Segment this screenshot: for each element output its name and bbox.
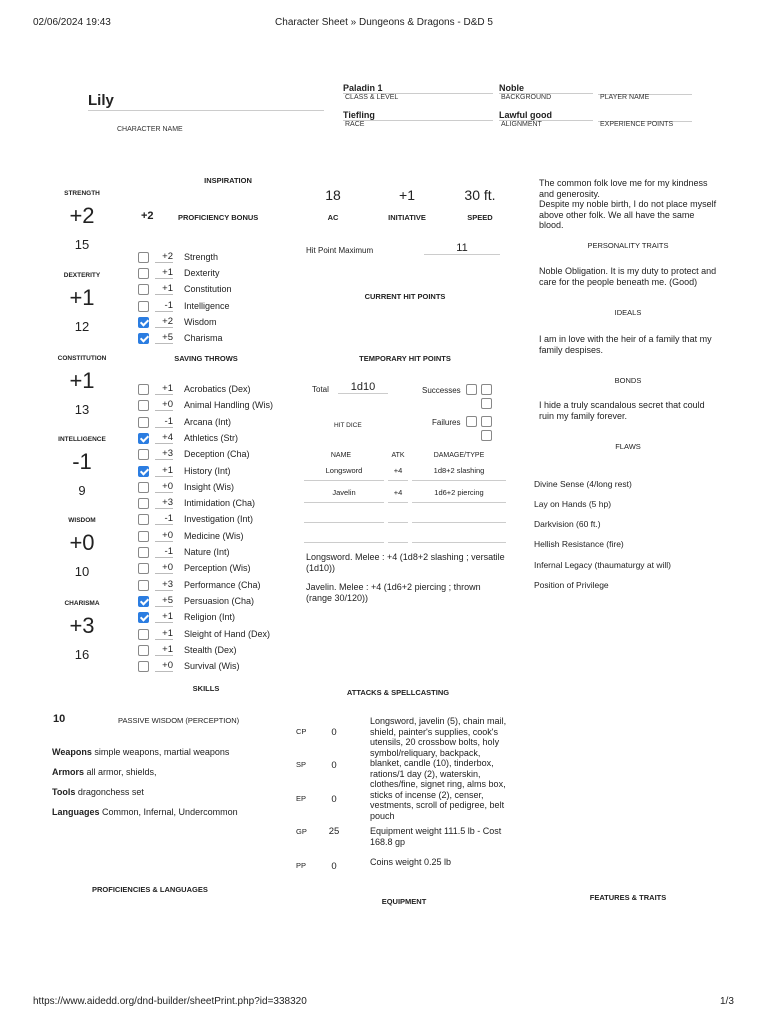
skills-title: SKILLS bbox=[192, 684, 220, 693]
hit-dice-value: 1d10 bbox=[338, 381, 388, 394]
coin-value: 0 bbox=[331, 794, 337, 805]
saving-throw-name: Wisdom bbox=[184, 316, 217, 327]
bonds-label: BONDS bbox=[614, 376, 642, 385]
print-title: Character Sheet » Dungeons & Dragons - D&D 5 bbox=[275, 17, 493, 28]
saving-throws-title: SAVING THROWS bbox=[174, 354, 238, 363]
attack-empty-cell bbox=[388, 530, 408, 543]
race-label: RACE bbox=[345, 121, 365, 128]
attacks-header-name: NAME bbox=[330, 452, 352, 459]
attacks-header-damage: DAMAGE/TYPE bbox=[433, 452, 485, 459]
coin-value: 0 bbox=[331, 727, 337, 738]
death-save-failure-box[interactable] bbox=[481, 416, 492, 427]
skill-modifier: -1 bbox=[155, 546, 173, 558]
death-save-failure-box[interactable] bbox=[481, 430, 492, 441]
coin-label: CP bbox=[296, 727, 307, 736]
skill-proficiency-checkbox[interactable] bbox=[138, 498, 149, 509]
ability-label: CHARISMA bbox=[64, 600, 100, 607]
ability-strength bbox=[52, 190, 112, 252]
saving-throw-modifier: +1 bbox=[155, 267, 173, 279]
ability-label: INTELLIGENCE bbox=[58, 436, 106, 443]
saving-throw-modifier: +2 bbox=[155, 316, 173, 328]
attack-bonus: +4 bbox=[388, 466, 408, 481]
skill-proficiency-checkbox[interactable] bbox=[138, 531, 149, 542]
skill-name: Nature (Int) bbox=[184, 547, 230, 557]
ability-constitution bbox=[52, 355, 112, 417]
skill-modifier: +3 bbox=[155, 448, 173, 460]
print-datetime: 02/06/2024 19:43 bbox=[33, 17, 111, 28]
skill-proficiency-checkbox[interactable] bbox=[138, 580, 149, 591]
ability-label: WISDOM bbox=[68, 517, 96, 524]
skill-name: Insight (Wis) bbox=[184, 481, 235, 492]
armors-label: Armors bbox=[52, 767, 85, 777]
skill-proficiency-checkbox[interactable] bbox=[138, 547, 149, 558]
skill-name: Perception (Wis) bbox=[184, 563, 251, 574]
current-hp-label: CURRENT HIT POINTS bbox=[364, 292, 446, 301]
skill-modifier: +1 bbox=[155, 383, 173, 395]
ideals-label: IDEALS bbox=[614, 308, 642, 317]
attack-empty-cell bbox=[304, 530, 384, 543]
skill-proficiency-checkbox[interactable] bbox=[138, 466, 149, 477]
skill-name: Investigation (Int) bbox=[184, 514, 254, 525]
skill-name: History (Int) bbox=[184, 465, 231, 476]
coin-label: GP bbox=[296, 827, 307, 836]
ability-dexterity bbox=[52, 272, 112, 334]
death-save-failure-box[interactable] bbox=[466, 416, 477, 427]
saving-throw-modifier: +2 bbox=[155, 251, 173, 263]
class-level-label: CLASS & LEVEL bbox=[345, 94, 399, 101]
skill-name: Medicine (Wis) bbox=[184, 530, 244, 541]
skill-proficiency-checkbox[interactable] bbox=[138, 612, 149, 623]
ability-score: 10 bbox=[74, 564, 90, 579]
skill-proficiency-checkbox[interactable] bbox=[138, 433, 149, 444]
armor-class-value: 18 bbox=[325, 187, 341, 203]
ability-charisma bbox=[52, 600, 112, 662]
feature-item: Lay on Hands (5 hp) bbox=[534, 499, 612, 509]
ability-modifier: +1 bbox=[69, 368, 95, 393]
saving-throw-proficiency-checkbox[interactable] bbox=[138, 301, 149, 312]
print-url[interactable]: https://www.aidedd.org/dnd-builder/sheetPrint.php?id=338320 bbox=[33, 996, 307, 1007]
skill-proficiency-checkbox[interactable] bbox=[138, 417, 149, 428]
death-saves-failures-label: Failures bbox=[432, 418, 461, 427]
skill-modifier: +0 bbox=[155, 399, 173, 411]
hit-dice-label: HIT DICE bbox=[334, 422, 362, 429]
attack-damage: 1d6+2 piercing bbox=[412, 488, 506, 503]
skill-name: Intimidation (Cha) bbox=[184, 498, 256, 509]
skill-modifier: +1 bbox=[155, 465, 173, 477]
background-label: BACKGROUND bbox=[501, 94, 552, 101]
skill-name: Persuasion (Cha) bbox=[184, 595, 255, 606]
features-traits-title: FEATURES & TRAITS bbox=[589, 893, 667, 902]
flaws: I hide a truly scandalous secret that could ruin my family forever. bbox=[539, 400, 705, 421]
attack-note-javelin: Javelin. Melee : +4 (1d6+2 piercing ; thrown (range 30/120)) bbox=[306, 582, 481, 603]
skill-name: Religion (Int) bbox=[184, 612, 236, 623]
initiative-label: INITIATIVE bbox=[388, 213, 426, 222]
saving-throw-name: Strength bbox=[184, 252, 219, 262]
temporary-hp-label: TEMPORARY HIT POINTS bbox=[359, 354, 451, 363]
coin-label: SP bbox=[296, 760, 307, 769]
ability-label: STRENGTH bbox=[64, 190, 100, 197]
skill-proficiency-checkbox[interactable] bbox=[138, 400, 149, 411]
skill-modifier: +1 bbox=[155, 628, 173, 640]
skill-modifier: +0 bbox=[155, 481, 173, 493]
saving-throw-proficiency-checkbox[interactable] bbox=[138, 284, 149, 295]
ability-score: 15 bbox=[74, 237, 90, 252]
saving-throw-modifier: +5 bbox=[155, 332, 173, 344]
coin-value: 0 bbox=[331, 861, 337, 872]
skill-proficiency-checkbox[interactable] bbox=[138, 629, 149, 640]
hp-max-value: 11 bbox=[424, 242, 500, 255]
armors-value: all armor, shields, bbox=[86, 767, 157, 777]
ability-score: 9 bbox=[78, 483, 86, 498]
skill-modifier: -1 bbox=[155, 513, 173, 525]
weapons-proficiency bbox=[52, 747, 292, 758]
skill-name: Sleight of Hand (Dex) bbox=[184, 628, 271, 639]
proficiency-bonus-value: +2 bbox=[141, 210, 154, 222]
proficiency-bonus-label: PROFICIENCY BONUS bbox=[178, 213, 259, 222]
saving-throw-proficiency-checkbox[interactable] bbox=[138, 333, 149, 344]
hit-dice-total-label: Total bbox=[312, 385, 329, 394]
personality-traits: The common folk love me for my kindness and generosity. Despite my noble birth, I do not place myself above other folk. We all have the same blood. bbox=[539, 178, 717, 230]
skill-proficiency-checkbox[interactable] bbox=[138, 563, 149, 574]
character-name: Lily bbox=[88, 92, 324, 111]
saving-throw-modifier: -1 bbox=[155, 300, 173, 312]
speed-label: SPEED bbox=[467, 213, 493, 222]
saving-throw-name: Dexterity bbox=[184, 268, 220, 279]
player-name-label: PLAYER NAME bbox=[600, 94, 650, 101]
passive-perception-value: 10 bbox=[53, 713, 66, 725]
feature-item: Darkvision (60 ft.) bbox=[534, 519, 601, 529]
death-saves-successes-label: Successes bbox=[422, 386, 461, 395]
tools-label: Tools bbox=[52, 787, 76, 797]
death-save-success-box[interactable] bbox=[481, 398, 492, 409]
attack-note-longsword: Longsword. Melee : +4 (1d8+2 slashing ; versatile (1d10)) bbox=[306, 552, 505, 573]
skill-name: Animal Handling (Wis) bbox=[184, 400, 274, 411]
attack-name: Longsword bbox=[304, 466, 384, 481]
skill-proficiency-checkbox[interactable] bbox=[138, 645, 149, 656]
languages-label: Languages bbox=[52, 807, 100, 817]
skill-name: Acrobatics (Dex) bbox=[184, 384, 251, 394]
attacks-header-atk: ATK bbox=[391, 452, 405, 459]
languages-value: Common, Infernal, Undercommon bbox=[102, 807, 238, 817]
personality-traits-label: PERSONALITY TRAITS bbox=[587, 241, 669, 250]
skill-proficiency-checkbox[interactable] bbox=[138, 661, 149, 672]
death-save-success-box[interactable] bbox=[466, 384, 477, 395]
ability-label: CONSTITUTION bbox=[57, 355, 107, 362]
skill-proficiency-checkbox[interactable] bbox=[138, 384, 149, 395]
attack-empty-cell bbox=[304, 510, 384, 523]
coin-value: 0 bbox=[331, 760, 337, 771]
skill-name: Athletics (Str) bbox=[184, 432, 239, 443]
coin-label: EP bbox=[296, 794, 307, 803]
ability-modifier: +1 bbox=[69, 285, 95, 310]
ability-modifier: +0 bbox=[69, 530, 95, 555]
skill-modifier: +0 bbox=[155, 660, 173, 672]
saving-throw-proficiency-checkbox[interactable] bbox=[138, 268, 149, 279]
ideals: Noble Obligation. It is my duty to protect and care for the people beneath me. (Good) bbox=[539, 266, 717, 287]
speed-value: 30 ft. bbox=[464, 187, 496, 203]
skill-name: Stealth (Dex) bbox=[184, 644, 237, 655]
attack-damage: 1d8+2 slashing bbox=[412, 466, 506, 481]
skill-modifier: +1 bbox=[155, 611, 173, 623]
coin-label: PP bbox=[296, 861, 307, 870]
coins-weight: Coins weight 0.25 lb bbox=[370, 857, 452, 867]
saving-throw-proficiency-checkbox[interactable] bbox=[138, 252, 149, 263]
feature-item: Position of Privilege bbox=[534, 580, 609, 590]
attack-empty-cell bbox=[412, 530, 506, 543]
ability-score: 16 bbox=[74, 647, 90, 662]
equipment-title: EQUIPMENT bbox=[381, 897, 427, 906]
skill-modifier: +1 bbox=[155, 644, 173, 656]
ability-label: DEXTERITY bbox=[63, 272, 101, 279]
skill-modifier: +0 bbox=[155, 530, 173, 542]
equipment-items: Longsword, javelin (5), chain mail, shield, painter's supplies, cook's utensils, 20 crossbow bolts, holy symbol/reliquary, backpack, blanket, candle (10), tinderbox, rations/1 day (2), waterskin, clothes/fine, signet ring, alms box, sticks of incense (2), censer, vestments, scroll of pedigree, belt pouch bbox=[370, 716, 507, 821]
class-level: Paladin 1 bbox=[343, 83, 493, 94]
attack-empty-cell bbox=[388, 510, 408, 523]
skill-name: Arcana (Int) bbox=[184, 416, 232, 427]
alignment: Lawful good bbox=[499, 110, 593, 121]
feature-item: Divine Sense (4/long rest) bbox=[534, 479, 632, 489]
ability-score: 12 bbox=[74, 319, 90, 334]
skill-name: Deception (Cha) bbox=[184, 449, 250, 460]
hp-max-label: Hit Point Maximum bbox=[306, 246, 374, 255]
ability-wisdom bbox=[52, 517, 112, 579]
skill-proficiency-checkbox[interactable] bbox=[138, 514, 149, 525]
languages-proficiency bbox=[52, 807, 292, 818]
background: Noble bbox=[499, 83, 593, 94]
feature-item: Infernal Legacy (thaumaturgy at will) bbox=[534, 560, 672, 570]
attack-empty-cell bbox=[412, 510, 506, 523]
skill-proficiency-checkbox[interactable] bbox=[138, 449, 149, 460]
proficiencies-languages-title: PROFICIENCIES & LANGUAGES bbox=[92, 885, 208, 894]
alignment-label: ALIGNMENT bbox=[501, 121, 542, 128]
print-page-number: 1/3 bbox=[720, 996, 734, 1007]
skill-modifier: +4 bbox=[155, 432, 173, 444]
attacks-spellcasting-title: ATTACKS & SPELLCASTING bbox=[346, 688, 450, 697]
skill-name: Survival (Wis) bbox=[184, 661, 240, 672]
skill-proficiency-checkbox[interactable] bbox=[138, 596, 149, 607]
saving-throw-modifier: +1 bbox=[155, 283, 173, 295]
skill-modifier: +0 bbox=[155, 562, 173, 574]
inspiration-label: INSPIRATION bbox=[204, 176, 252, 185]
passive-perception-label: PASSIVE WISDOM (PERCEPTION) bbox=[118, 716, 240, 725]
saving-throw-name: Charisma bbox=[184, 333, 223, 343]
race: Tiefling bbox=[343, 110, 493, 121]
feature-item: Hellish Resistance (fire) bbox=[534, 539, 624, 549]
skill-modifier: -1 bbox=[155, 416, 173, 428]
saving-throw-proficiency-checkbox[interactable] bbox=[138, 317, 149, 328]
armors-proficiency bbox=[52, 767, 292, 778]
armor-class-label: AC bbox=[327, 213, 339, 222]
tools-proficiency bbox=[52, 787, 292, 798]
character-name-label: CHARACTER NAME bbox=[117, 126, 183, 133]
weapons-label: Weapons bbox=[52, 747, 92, 757]
skill-modifier: +3 bbox=[155, 497, 173, 509]
bonds: I am in love with the heir of a family that my family despises. bbox=[539, 334, 712, 355]
experience-points-label: EXPERIENCE POINTS bbox=[600, 121, 674, 128]
saving-throw-name: Intelligence bbox=[184, 300, 230, 311]
attack-name: Javelin bbox=[304, 488, 384, 503]
ability-modifier: +3 bbox=[69, 613, 95, 638]
skill-name: Performance (Cha) bbox=[184, 579, 261, 590]
skill-modifier: +5 bbox=[155, 595, 173, 607]
tools-value: dragonchess set bbox=[77, 787, 144, 797]
skill-proficiency-checkbox[interactable] bbox=[138, 482, 149, 493]
coin-value: 25 bbox=[328, 826, 340, 837]
equipment-weight: Equipment weight 111.5 lb - Cost 168.8 gp bbox=[370, 826, 502, 847]
skill-modifier: +3 bbox=[155, 579, 173, 591]
ability-modifier: +2 bbox=[69, 203, 95, 228]
ability-modifier: -1 bbox=[72, 449, 92, 474]
saving-throw-name: Constitution bbox=[184, 284, 232, 295]
ability-intelligence bbox=[52, 436, 112, 498]
flaws-label: FLAWS bbox=[615, 442, 641, 451]
initiative-value: +1 bbox=[399, 187, 415, 203]
attack-bonus: +4 bbox=[388, 488, 408, 503]
ability-score: 13 bbox=[74, 402, 90, 417]
weapons-value: simple weapons, martial weapons bbox=[94, 747, 230, 757]
death-save-success-box[interactable] bbox=[481, 384, 492, 395]
